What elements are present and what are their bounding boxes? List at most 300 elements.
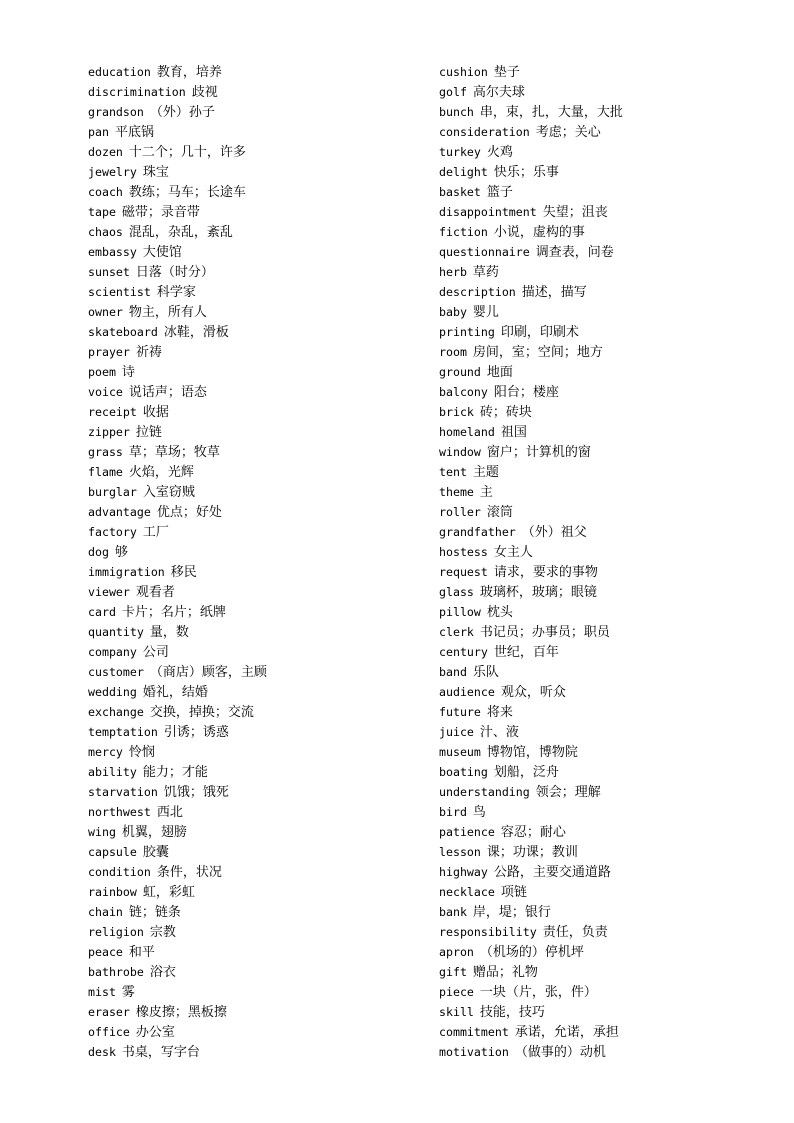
english-word: bird [439,805,467,819]
english-word: viewer [88,585,130,599]
english-word: scientist [88,285,151,299]
chinese-meaning: 地面 [486,365,513,380]
chinese-meaning: 描述，描写 [521,285,587,300]
english-word: ground [439,365,481,379]
english-word: skateboard [88,325,158,339]
vocabulary-entry [439,1001,769,1021]
vocabulary-entry [88,381,418,401]
chinese-meaning: 滚筒 [486,505,513,520]
chinese-meaning: 说话声；语态 [128,385,207,400]
chinese-meaning: 主 [479,485,493,500]
chinese-meaning: （机场的）停机坪 [479,945,584,960]
english-word: homeland [439,425,495,439]
chinese-meaning: 窗户；计算机的窗 [486,445,591,460]
vocabulary-entry [88,281,418,301]
english-word: starvation [88,785,158,799]
english-word: description [439,285,516,299]
chinese-meaning: 能力；才能 [142,765,208,780]
vocabulary-entry [439,981,769,1001]
vocabulary-entry [439,81,769,101]
english-word: necklace [439,885,495,899]
chinese-meaning: （外）祖父 [521,525,587,540]
vocabulary-entry [88,241,418,261]
english-word: prayer [88,345,130,359]
chinese-meaning: 砖；砖块 [479,405,532,420]
english-word: mercy [88,745,123,759]
vocabulary-entry [88,721,418,741]
vocabulary-entry [88,641,418,661]
vocabulary-entry [88,401,418,421]
english-word: lesson [439,845,481,859]
english-word: company [88,645,137,659]
vocabulary-entry [88,301,418,321]
chinese-meaning: 观看者 [135,585,175,600]
chinese-meaning: 火焰，光辉 [128,465,194,480]
english-word: bathrobe [88,965,144,979]
english-word: understanding [439,785,530,799]
vocabulary-entry [439,721,769,741]
chinese-meaning: 印刷，印刷术 [500,325,579,340]
chinese-meaning: 拉链 [135,425,162,440]
english-word: temptation [88,725,158,739]
chinese-meaning: 世纪，百年 [493,645,559,660]
chinese-meaning: 承诺，允诺，承担 [514,1025,619,1040]
vocabulary-entry [88,81,418,101]
chinese-meaning: 技能，技巧 [479,1005,545,1020]
chinese-meaning: 调查表，问卷 [535,245,614,260]
chinese-meaning: 领会；理解 [535,785,601,800]
vocabulary-entry [439,101,769,121]
english-word: motivation [439,1045,509,1059]
vocabulary-entry [88,701,418,721]
english-word: receipt [88,405,137,419]
english-word: skill [439,1005,474,1019]
english-word: chain [88,905,123,919]
english-word: balcony [439,385,488,399]
vocabulary-entry [439,401,769,421]
chinese-meaning: 收据 [142,405,169,420]
vocabulary-entry [439,141,769,161]
chinese-meaning: 主题 [472,465,499,480]
vocabulary-entry [88,581,418,601]
english-word: tape [88,205,116,219]
vocabulary-entry [439,501,769,521]
vocabulary-entry [439,861,769,881]
vocabulary-entry [439,601,769,621]
english-word: theme [439,485,474,499]
chinese-meaning: 观众，听众 [500,685,566,700]
vocabulary-entry [88,761,418,781]
vocabulary-entry [439,561,769,581]
chinese-meaning: 赠品；礼物 [472,965,538,980]
english-word: boating [439,765,488,779]
english-word: museum [439,745,481,759]
chinese-meaning: 快乐；乐事 [493,165,559,180]
chinese-meaning: 公司 [142,645,169,660]
chinese-meaning: 西北 [156,805,183,820]
vocabulary-column-right [439,61,769,1061]
english-word: pillow [439,605,481,619]
vocabulary-entry [439,381,769,401]
chinese-meaning: 项链 [500,885,527,900]
chinese-meaning: 枕头 [486,605,513,620]
vocabulary-entry [439,301,769,321]
chinese-meaning: 混乱，杂乱，紊乱 [128,225,233,240]
chinese-meaning: 十二个；几十，许多 [128,145,246,160]
vocabulary-entry [88,861,418,881]
vocabulary-entry [88,461,418,481]
chinese-meaning: 阳台；楼座 [493,385,559,400]
chinese-meaning: 教练；马车；长途车 [128,185,246,200]
vocabulary-entry [88,1001,418,1021]
chinese-meaning: 划船，泛舟 [493,765,559,780]
english-word: voice [88,385,123,399]
chinese-meaning: （做事的）动机 [514,1045,606,1060]
chinese-meaning: 玻璃杯，玻璃；眼镜 [479,585,597,600]
vocabulary-entry [439,581,769,601]
vocabulary-entry [88,421,418,441]
vocabulary-entry [439,1021,769,1041]
chinese-meaning: 婴儿 [472,305,499,320]
vocabulary-entry [439,161,769,181]
chinese-meaning: 日落（时分） [135,265,214,280]
vocabulary-entry [88,441,418,461]
vocabulary-entry [88,221,418,241]
vocabulary-entry [439,781,769,801]
chinese-meaning: 失望；沮丧 [542,205,608,220]
vocabulary-entry [439,961,769,981]
english-word: capsule [88,845,137,859]
chinese-meaning: 机翼，翅膀 [121,825,187,840]
chinese-meaning: 够 [114,545,128,560]
chinese-meaning: 书记员；办事员；职员 [479,625,610,640]
chinese-meaning: 课；功课；教训 [486,845,578,860]
english-word: card [88,605,116,619]
chinese-meaning: 优点；好处 [156,505,222,520]
english-word: room [439,345,467,359]
english-word: advantage [88,505,151,519]
english-word: sunset [88,265,130,279]
vocabulary-entry [88,201,418,221]
chinese-meaning: 珠宝 [142,165,169,180]
vocabulary-entry [88,321,418,341]
vocabulary-entry [88,141,418,161]
english-word: audience [439,685,495,699]
vocabulary-entry [88,561,418,581]
chinese-meaning: 篮子 [486,185,513,200]
vocabulary-entry [439,661,769,681]
vocabulary-entry [439,441,769,461]
chinese-meaning: 工厂 [142,525,169,540]
vocabulary-entry [88,981,418,1001]
english-word: eraser [88,1005,130,1019]
chinese-meaning: 博物馆，博物院 [486,745,578,760]
english-word: tent [439,465,467,479]
chinese-meaning: 婚礼，结婚 [142,685,208,700]
english-word: discrimination [88,85,186,99]
vocabulary-entry [439,321,769,341]
chinese-meaning: 入室窃贼 [142,485,195,500]
chinese-meaning: 卡片；名片；纸牌 [121,605,226,620]
vocabulary-entry [88,161,418,181]
chinese-meaning: 冰鞋，滑板 [163,325,229,340]
vocabulary-entry [88,841,418,861]
english-word: hostess [439,545,488,559]
english-word: factory [88,525,137,539]
english-word: wing [88,825,116,839]
chinese-meaning: 祈祷 [135,345,162,360]
chinese-meaning: 量，数 [149,625,189,640]
english-word: quantity [88,625,144,639]
vocabulary-entry [88,101,418,121]
vocabulary-entry [88,361,418,381]
chinese-meaning: 物主，所有人 [128,305,207,320]
english-word: ability [88,765,137,779]
english-word: grandfather [439,525,516,539]
vocabulary-entry [88,481,418,501]
vocabulary-entry [439,61,769,81]
chinese-meaning: 宗教 [149,925,176,940]
vocabulary-entry [439,1041,769,1061]
vocabulary-entry [88,661,418,681]
english-word: patience [439,825,495,839]
english-word: northwest [88,805,151,819]
chinese-meaning: 教育，培养 [156,65,222,80]
vocabulary-entry [439,541,769,561]
english-word: highway [439,865,488,879]
vocabulary-entry [88,261,418,281]
chinese-meaning: 串，束，扎，大量，大批 [479,105,623,120]
vocabulary-entry [88,781,418,801]
vocabulary-entry [439,941,769,961]
english-word: owner [88,305,123,319]
english-word: herb [439,265,467,279]
chinese-meaning: （商店）顾客，主顾 [149,665,267,680]
vocabulary-entry [439,741,769,761]
chinese-meaning: 乐队 [472,665,499,680]
vocabulary-entry [439,701,769,721]
chinese-meaning: 祖国 [500,425,527,440]
english-word: piece [439,985,474,999]
chinese-meaning: 大使馆 [142,245,182,260]
english-word: mist [88,985,116,999]
english-word: century [439,645,488,659]
chinese-meaning: 磁带；录音带 [121,205,200,220]
chinese-meaning: 汁、液 [479,725,519,740]
vocabulary-entry [439,461,769,481]
english-word: office [88,1025,130,1039]
chinese-meaning: 怜悯 [128,745,155,760]
chinese-meaning: 引诱；诱惑 [163,725,229,740]
chinese-meaning: 雾 [121,985,135,1000]
english-word: coach [88,185,123,199]
english-word: golf [439,85,467,99]
chinese-meaning: 虹，彩虹 [142,885,195,900]
vocabulary-entry [439,481,769,501]
english-word: future [439,705,481,719]
chinese-meaning: （外）孙子 [149,105,215,120]
english-word: poem [88,365,116,379]
vocabulary-entry [439,761,769,781]
english-word: baby [439,305,467,319]
vocabulary-entry [88,681,418,701]
chinese-meaning: 岸，堤；银行 [472,905,551,920]
english-word: request [439,565,488,579]
chinese-meaning: 容忍；耐心 [500,825,566,840]
chinese-meaning: 责任，负责 [542,925,608,940]
english-word: dozen [88,145,123,159]
vocabulary-entry [88,541,418,561]
chinese-meaning: 一块（片，张，件） [479,985,597,1000]
vocabulary-entry [439,241,769,261]
vocabulary-entry [439,921,769,941]
chinese-meaning: 女主人 [493,545,533,560]
vocabulary-entry [439,901,769,921]
vocabulary-entry [439,621,769,641]
english-word: printing [439,325,495,339]
chinese-meaning: 移民 [170,565,197,580]
chinese-meaning: 草药 [472,265,499,280]
english-word: questionnaire [439,245,530,259]
chinese-meaning: 鸟 [472,805,486,820]
english-word: peace [88,945,123,959]
vocabulary-entry [439,361,769,381]
english-word: window [439,445,481,459]
english-word: juice [439,725,474,739]
vocabulary-entry [439,421,769,441]
chinese-meaning: 高尔夫球 [472,85,525,100]
chinese-meaning: 公路，主要交通道路 [493,865,611,880]
vocabulary-entry [88,61,418,81]
chinese-meaning: 浴衣 [149,965,176,980]
vocabulary-entry [88,601,418,621]
chinese-meaning: 橡皮擦；黑板擦 [135,1005,227,1020]
vocabulary-entry [88,1021,418,1041]
english-word: zipper [88,425,130,439]
english-word: burglar [88,485,137,499]
english-word: gift [439,965,467,979]
english-word: bank [439,905,467,919]
english-word: commitment [439,1025,509,1039]
english-word: clerk [439,625,474,639]
english-word: religion [88,925,144,939]
chinese-meaning: 草；草场；牧草 [128,445,220,460]
english-word: condition [88,865,151,879]
vocabulary-entry [88,181,418,201]
english-word: flame [88,465,123,479]
english-word: apron [439,945,474,959]
vocabulary-column-left [88,61,418,1061]
english-word: roller [439,505,481,519]
chinese-meaning: 火鸡 [486,145,513,160]
english-word: rainbow [88,885,137,899]
vocabulary-entry [88,341,418,361]
chinese-meaning: 歧视 [191,85,218,100]
english-word: turkey [439,145,481,159]
vocabulary-entry [439,121,769,141]
vocabulary-entry [88,921,418,941]
english-word: delight [439,165,488,179]
chinese-meaning: 和平 [128,945,155,960]
chinese-meaning: 科学家 [156,285,196,300]
vocabulary-entry [439,881,769,901]
vocabulary-entry [88,941,418,961]
english-word: grass [88,445,123,459]
vocabulary-entry [88,121,418,141]
vocabulary-entry [439,341,769,361]
chinese-meaning: 平底锅 [114,125,154,140]
chinese-meaning: 将来 [486,705,513,720]
english-word: responsibility [439,925,537,939]
chinese-meaning: 链；链条 [128,905,181,920]
vocabulary-entry [439,641,769,661]
chinese-meaning: 垫子 [493,65,520,80]
english-word: exchange [88,705,144,719]
chinese-meaning: 房间，室；空间；地方 [472,345,603,360]
english-word: bunch [439,105,474,119]
chinese-meaning: 交换，掉换；交流 [149,705,254,720]
english-word: brick [439,405,474,419]
english-word: pan [88,125,109,139]
english-word: band [439,665,467,679]
english-word: glass [439,585,474,599]
chinese-meaning: 请求，要求的事物 [493,565,598,580]
vocabulary-entry [88,1041,418,1061]
vocabulary-entry [439,801,769,821]
english-word: consideration [439,125,530,139]
vocabulary-entry [88,801,418,821]
vocabulary-entry [439,841,769,861]
english-word: fiction [439,225,488,239]
english-word: customer [88,665,144,679]
english-word: cushion [439,65,488,79]
vocabulary-entry [88,501,418,521]
vocabulary-entry [88,741,418,761]
vocabulary-entry [439,261,769,281]
english-word: embassy [88,245,137,259]
english-word: wedding [88,685,137,699]
english-word: immigration [88,565,165,579]
english-word: basket [439,185,481,199]
english-word: dog [88,545,109,559]
chinese-meaning: 考虑；关心 [535,125,601,140]
english-word: chaos [88,225,123,239]
vocabulary-entry [439,681,769,701]
chinese-meaning: 小说，虚构的事 [493,225,585,240]
chinese-meaning: 胶囊 [142,845,169,860]
english-word: education [88,65,151,79]
vocabulary-entry [88,901,418,921]
vocabulary-entry [439,221,769,241]
vocabulary-entry [88,621,418,641]
vocabulary-entry [88,821,418,841]
vocabulary-entry [439,521,769,541]
vocabulary-entry [439,181,769,201]
english-word: desk [88,1045,116,1059]
english-word: grandson [88,105,144,119]
vocabulary-entry [88,961,418,981]
vocabulary-entry [88,521,418,541]
chinese-meaning: 书桌，写字台 [121,1045,200,1060]
chinese-meaning: 办公室 [135,1025,175,1040]
chinese-meaning: 条件，状况 [156,865,222,880]
vocabulary-entry [88,881,418,901]
chinese-meaning: 诗 [121,365,135,380]
vocabulary-entry [439,281,769,301]
english-word: disappointment [439,205,537,219]
vocabulary-entry [439,821,769,841]
chinese-meaning: 饥饿；饿死 [163,785,229,800]
